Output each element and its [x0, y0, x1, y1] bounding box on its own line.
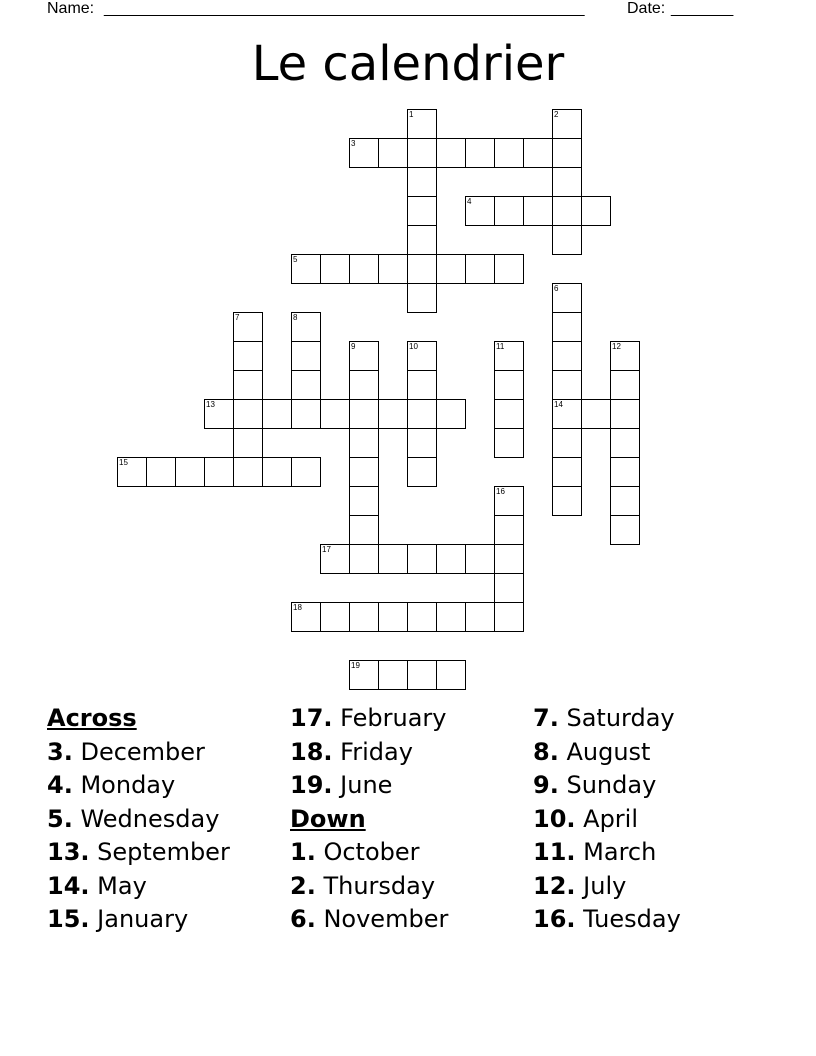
clue-down-11: 11. March — [533, 838, 657, 866]
grid-cell[interactable] — [349, 660, 379, 690]
cell-number: 19 — [351, 661, 360, 670]
grid-cell[interactable] — [291, 457, 321, 487]
grid-cell[interactable] — [494, 254, 524, 284]
clue-across-19: 19. June — [290, 771, 393, 799]
grid-cell[interactable] — [262, 457, 292, 487]
grid-cell[interactable] — [117, 457, 147, 487]
grid-cell[interactable] — [407, 399, 437, 429]
grid-cell[interactable] — [465, 602, 495, 632]
grid-cell[interactable] — [552, 225, 582, 255]
clue-down-8: 8. August — [533, 737, 651, 766]
clue-across-14: 14. May — [47, 871, 147, 900]
clue-across-17: 17. February — [290, 704, 447, 732]
clue-across-4: 4. Monday — [47, 771, 176, 799]
grid-cell[interactable] — [378, 602, 408, 632]
grid-cell[interactable] — [378, 138, 408, 168]
clue-across-13: 13. September — [47, 838, 230, 866]
grid-cell[interactable] — [407, 544, 437, 574]
cell-number: 3 — [351, 139, 356, 148]
grid-cell[interactable] — [378, 660, 408, 690]
grid-cell[interactable] — [146, 457, 176, 487]
cell-number: 11 — [496, 342, 505, 351]
grid-cell[interactable] — [233, 370, 263, 400]
grid-cell[interactable] — [436, 138, 466, 168]
down-heading: Down — [290, 804, 366, 833]
cell-number: 13 — [206, 400, 215, 409]
grid-cell[interactable] — [552, 399, 582, 429]
cell-number: 14 — [554, 400, 563, 409]
clue-across-5: 5. Wednesday — [47, 804, 220, 833]
page-title: Le calendrier — [251, 36, 565, 92]
grid-cell[interactable] — [233, 428, 263, 458]
grid-cell[interactable] — [233, 399, 263, 429]
grid-cell[interactable] — [407, 428, 437, 458]
grid-cell[interactable] — [552, 312, 582, 342]
cell-number: 10 — [409, 342, 418, 351]
grid-cell[interactable] — [204, 457, 234, 487]
cell-number: 17 — [322, 545, 331, 554]
grid-cell[interactable] — [436, 660, 466, 690]
grid-cell[interactable] — [465, 544, 495, 574]
grid-cell[interactable] — [494, 515, 524, 545]
name-field[interactable]: ______________________________________________________ — [104, 0, 585, 17]
grid-cell[interactable] — [436, 602, 466, 632]
grid-cell[interactable] — [494, 573, 524, 603]
grid-cell[interactable] — [436, 399, 466, 429]
clue-across-18: 18. Friday — [290, 737, 413, 766]
grid-cell[interactable] — [494, 370, 524, 400]
clue-down-12: 12. July — [533, 871, 627, 900]
grid-cell[interactable] — [523, 196, 553, 226]
grid-cell[interactable] — [349, 138, 379, 168]
grid-cell[interactable] — [552, 457, 582, 487]
grid-cell[interactable] — [407, 167, 437, 197]
grid-cell[interactable] — [349, 457, 379, 487]
clue-column-3 — [533, 702, 681, 937]
grid-cell[interactable] — [349, 254, 379, 284]
cell-number: 4 — [467, 197, 472, 206]
grid-cell[interactable] — [262, 399, 292, 429]
grid-cell[interactable] — [378, 399, 408, 429]
grid-cell[interactable] — [407, 225, 437, 255]
grid-cell[interactable] — [407, 660, 437, 690]
grid-cell[interactable] — [291, 370, 321, 400]
clue-across-15: 15. January — [47, 905, 189, 933]
clue-down-10: 10. April — [533, 804, 639, 833]
cell-number: 7 — [235, 313, 240, 322]
grid-cell[interactable] — [233, 341, 263, 371]
name-label: Name: — [47, 0, 95, 17]
grid-cell[interactable] — [233, 457, 263, 487]
grid-cell[interactable] — [407, 138, 437, 168]
grid-cell[interactable] — [349, 428, 379, 458]
clue-down-2: 2. Thursday — [290, 871, 436, 900]
grid-cell[interactable] — [610, 341, 640, 371]
grid-cell[interactable] — [349, 515, 379, 545]
cell-number: 5 — [293, 255, 298, 264]
cell-number: 1 — [409, 110, 414, 119]
grid-cell[interactable] — [349, 486, 379, 516]
grid-cell[interactable] — [610, 399, 640, 429]
grid-cell[interactable] — [552, 283, 582, 313]
grid-cell[interactable] — [494, 399, 524, 429]
grid-cell[interactable] — [320, 254, 350, 284]
grid-cell[interactable] — [552, 486, 582, 516]
grid-cell[interactable] — [436, 544, 466, 574]
cell-number: 6 — [554, 284, 559, 293]
clue-across-3: 3. December — [47, 737, 205, 766]
grid-cell[interactable] — [291, 341, 321, 371]
grid-cell[interactable] — [291, 399, 321, 429]
grid-cell[interactable] — [581, 399, 611, 429]
grid-cell[interactable] — [291, 602, 321, 632]
cell-number: 2 — [554, 110, 559, 119]
clue-down-1: 1. October — [290, 838, 420, 866]
clue-down-9: 9. Sunday — [533, 771, 657, 799]
grid-cell[interactable] — [233, 312, 263, 342]
grid-cell[interactable] — [552, 138, 582, 168]
grid-cell[interactable] — [378, 254, 408, 284]
grid-cell[interactable] — [349, 399, 379, 429]
grid-cell[interactable] — [407, 457, 437, 487]
grid-cell[interactable] — [349, 602, 379, 632]
grid-cell[interactable] — [407, 341, 437, 371]
cell-number: 15 — [119, 458, 128, 467]
grid-cell[interactable] — [610, 486, 640, 516]
grid-cell[interactable] — [610, 457, 640, 487]
cell-number: 18 — [293, 603, 302, 612]
grid-cell[interactable] — [610, 515, 640, 545]
grid-cell[interactable] — [610, 370, 640, 400]
grid-cell[interactable] — [407, 602, 437, 632]
grid-cell[interactable] — [465, 138, 495, 168]
grid-cell[interactable] — [552, 428, 582, 458]
date-label: Date: — [627, 0, 666, 17]
grid-cell[interactable] — [291, 312, 321, 342]
grid-cell[interactable] — [407, 254, 437, 284]
grid-cell[interactable] — [494, 138, 524, 168]
clue-column-1 — [47, 702, 230, 937]
grid-cell[interactable] — [436, 254, 466, 284]
grid-cell[interactable] — [407, 196, 437, 226]
grid-cell[interactable] — [552, 341, 582, 371]
grid-cell[interactable] — [204, 399, 234, 429]
grid-cell[interactable] — [407, 109, 437, 139]
grid-cell[interactable] — [320, 544, 350, 574]
grid-cell[interactable] — [494, 544, 524, 574]
grid-cell[interactable] — [378, 544, 408, 574]
grid-cell[interactable] — [349, 370, 379, 400]
grid-cell[interactable] — [407, 370, 437, 400]
grid-cell[interactable] — [349, 544, 379, 574]
grid-cell[interactable] — [465, 254, 495, 284]
grid-cell[interactable] — [407, 283, 437, 313]
across-heading: Across — [47, 704, 137, 732]
grid-cell[interactable] — [552, 167, 582, 197]
clue-down-7: 7. Saturday — [533, 704, 675, 732]
grid-cell[interactable] — [552, 109, 582, 139]
cell-number: 16 — [496, 487, 505, 496]
grid-cell[interactable] — [494, 602, 524, 632]
grid-cell[interactable] — [523, 138, 553, 168]
grid-cell[interactable] — [552, 370, 582, 400]
clue-column-2 — [290, 702, 448, 937]
grid-cell[interactable] — [494, 486, 524, 516]
grid-cell[interactable] — [494, 196, 524, 226]
clue-down-16: 16. Tuesday — [533, 905, 681, 933]
date-field[interactable]: _______ — [671, 0, 734, 17]
cell-number: 12 — [612, 342, 621, 351]
grid-cell[interactable] — [320, 602, 350, 632]
grid-cell[interactable] — [320, 399, 350, 429]
grid-cell[interactable] — [175, 457, 205, 487]
grid-cell[interactable] — [349, 341, 379, 371]
grid-cell[interactable] — [610, 428, 640, 458]
grid-cell[interactable] — [581, 196, 611, 226]
grid-cell[interactable] — [494, 341, 524, 371]
clue-down-6: 6. November — [290, 905, 449, 933]
cell-number: 8 — [293, 313, 298, 322]
cell-number: 9 — [351, 342, 356, 351]
grid-cell[interactable] — [494, 428, 524, 458]
grid-cell[interactable] — [465, 196, 495, 226]
grid-cell[interactable] — [552, 196, 582, 226]
grid-cell[interactable] — [291, 254, 321, 284]
